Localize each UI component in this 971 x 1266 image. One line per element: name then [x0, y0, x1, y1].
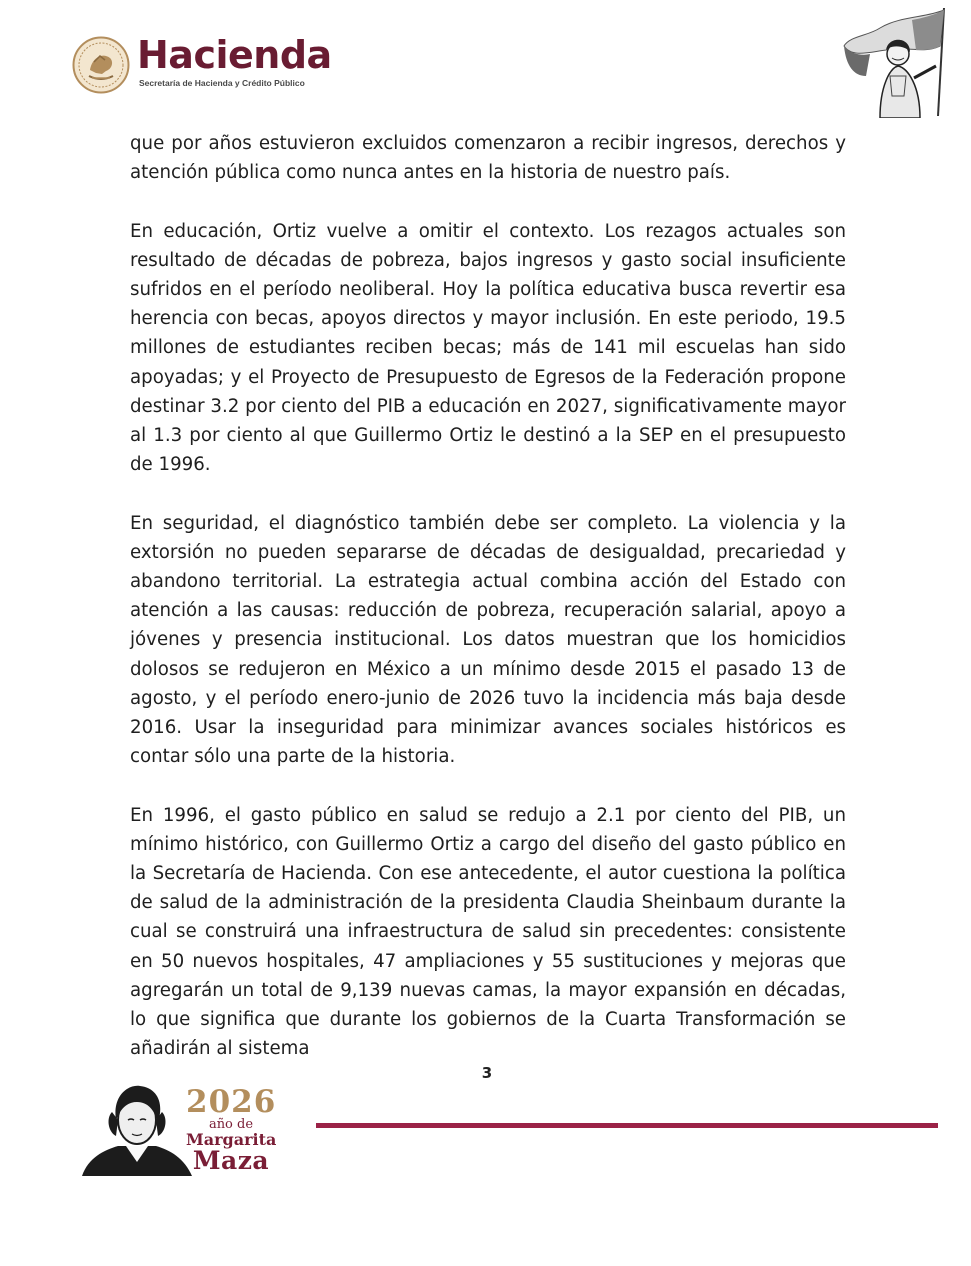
footer-divider [316, 1123, 938, 1128]
page-header [0, 0, 971, 125]
year-number: 2026 [186, 1084, 277, 1120]
brand-name: Hacienda [137, 33, 332, 77]
brand-subtitle: Secretaría de Hacienda y Crédito Público [139, 78, 305, 88]
year-de: año de [208, 1117, 254, 1132]
dedication-last-name: Maza [192, 1146, 270, 1175]
dedication-first-name: Margarita [186, 1130, 277, 1149]
coat-of-arms-seal-icon [72, 36, 130, 94]
paragraph: que por años estuvieron excluidos comenzaron a recibir ingresos, derechos y atención pública como nunca antes en la historia de nuestro país. [130, 133, 846, 184]
brand [137, 34, 332, 88]
document-body [130, 129, 846, 1063]
heroine-with-flag-illustration [840, 6, 950, 118]
year-dedication [186, 1086, 276, 1174]
paragraph: En 1996, el gasto público en salud se redujo a 2.1 por ciento del PIB, un mínimo histórico, con Guillermo Ortiz a cargo del diseño del gasto público en la Secretaría de Hacienda. Con ese antecedente, el autor cuestiona la política de salud de la administración de la presidenta Claudia Sheinbaum durante la cual se construirá una infraestructura de salud sin precedentes: consistente en 50 nuevos hospitales, 47 ampliaciones y 55 sustituciones y mejoras que agregarán un total de 9,139 nuevas camas, la mayor expansión en décadas, lo que significa que durante los gobiernos de la Cuarta Transformación se añadirán al sistema [130, 804, 846, 1060]
paragraph: En seguridad, el diagnóstico también debe ser completo. La violencia y la extorsión no pueden separarse de décadas de desigualdad, precariedad y abandono territorial. La estrategia actual combina acción del Estado con atención a las causas: reducción de pobreza, recuperación salarial, apoyo a jóvenes y presencia institucional. Los datos muestran que los homicidios dolosos se redujeron en México a un mínimo desde 2015 el pasado 13 de agosto, y el período enero-junio de 2026 tuvo la incidencia más baja desde 2016. Usar la inseguridad para minimizar avances sociales históricos es contar sólo una parte de la historia. [130, 512, 846, 768]
margarita-maza-portrait-illustration [82, 1080, 192, 1176]
paragraph: En educación, Ortiz vuelve a omitir el contexto. Los rezagos actuales son resultado de décadas de pobreza, bajos ingresos y gasto social insuficiente sufridos en el período neoliberal. Hoy la política educativa busca revertir esa herencia con becas, apoyos directos y mayor inclusión. En este periodo, 19.5 millones de estudiantes reciben becas; más de 141 mil escuelas han sido apoyadas; y el Proyecto de Presupuesto de Egresos de la Federación propone destinar 3.2 por ciento del PIB a educación en 2027, significativamente mayor al 1.3 por ciento al que Guillermo Ortiz le destinó a la SEP en el presupuesto de 1996. [130, 220, 846, 476]
page-number: 3 [481, 1064, 493, 1082]
